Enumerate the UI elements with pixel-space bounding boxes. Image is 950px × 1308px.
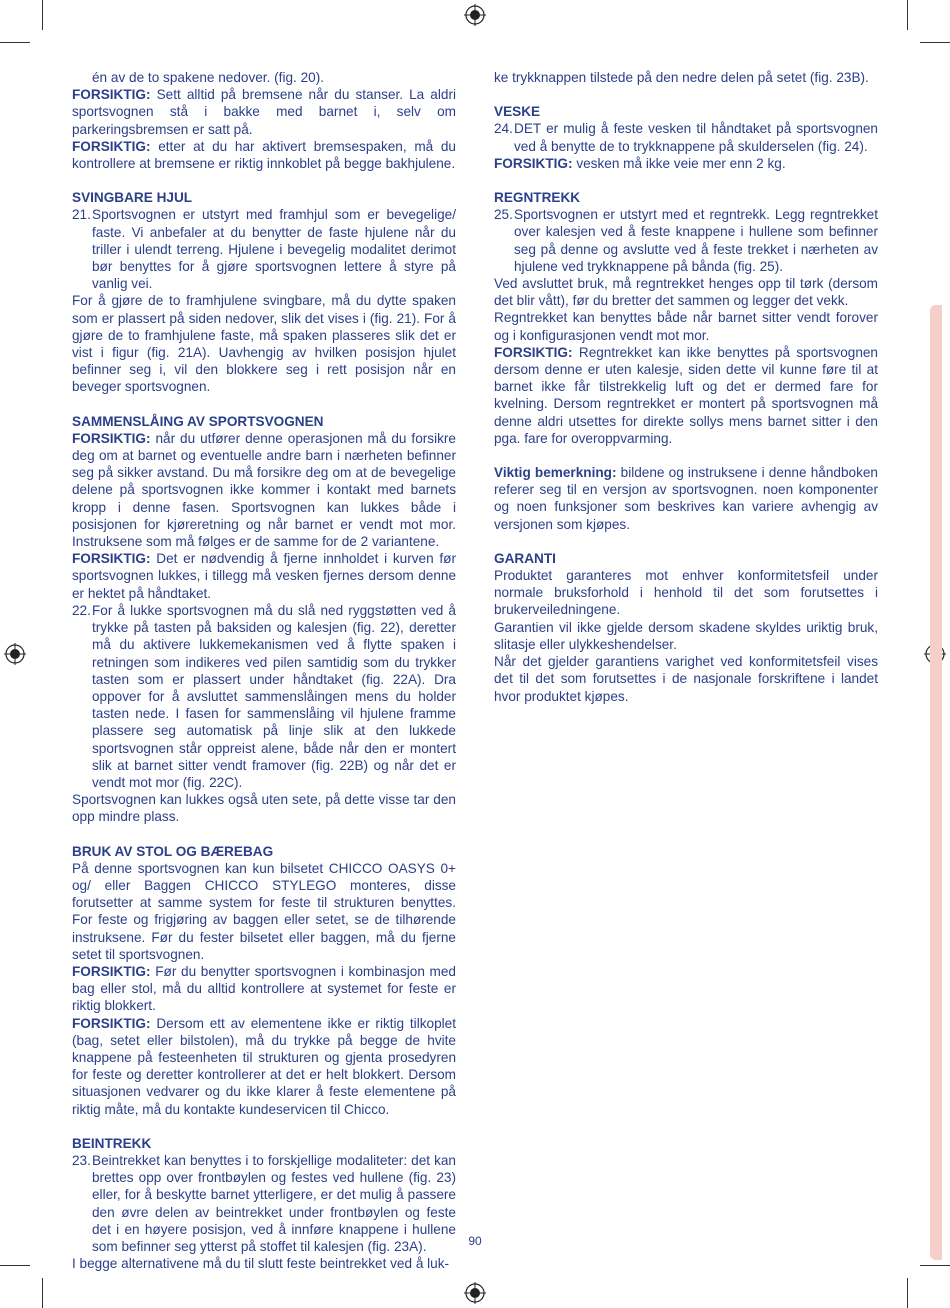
crop-mark-tl-h	[0, 42, 30, 43]
section-heading-garanti: GARANTI	[494, 550, 556, 566]
warning-paragraph	[72, 1015, 456, 1118]
page-number: 90	[468, 1234, 482, 1248]
list-item	[494, 120, 878, 154]
warning-label: FORSIKTIG:	[72, 551, 151, 567]
warning-label: FORSIKTIG:	[72, 963, 151, 979]
crop-mark-br-v	[907, 1278, 908, 1308]
list-text: For å lukke sportsvognen må du slå ned ryggstøtten ved å trykke på tasten på baksiden og kalesjen (fig. 22), deretter må du aktivere lukkemekanismen ved å flytte spaken i retningen som indikeres ved pilen samtidig som du trykker tasten som er plassert under håndtaket (fig. 22A). Dra oppover for å avsluttet sammenslåingen mens du holder tasten nede. I fasen for sammenslåing vil hjulene framme plassere seg automatisk på linje slik at den lukkede sportsvognen står oppreist alene, både når den er montert slik at barnet sitter vendt framover (fig. 22B) og når det er vendt mot mor (fig. 22C).	[92, 602, 456, 790]
section-heading-veske: VESKE	[494, 104, 541, 120]
list-item	[494, 206, 878, 275]
warning-paragraph	[494, 344, 878, 447]
section-heading-svingbare-hjul: SVINGBARE HJUL	[72, 190, 193, 206]
list-number: 23.	[72, 1152, 91, 1168]
left-column	[72, 69, 456, 1272]
paragraph: På denne sportsvognen kan kun bilsetet CHICCO OASYS 0+ og/ eller Baggen CHICCO STYLEGO monteres, disse forutsetter at samme system for feste til strukturen benyttes. For feste og frigjøring av baggen eller setet, se de tilhørende instruksene. Før du fester bilsetet eller baggen, må du fjerne setet til sportsvognen.	[72, 860, 456, 962]
side-tab-decoration	[930, 305, 942, 1260]
spacer	[494, 447, 878, 464]
warning-label: FORSIKTIG:	[72, 87, 151, 103]
warning-label: FORSIKTIG:	[72, 430, 151, 446]
section-heading-beintrekk: BEINTREKK	[72, 1135, 152, 1151]
crop-mark-bl-v	[42, 1278, 43, 1308]
list-number: 25.	[494, 207, 513, 223]
list-text: Sportsvognen er utstyrt med framhjul som er bevegelige/ faste. Vi anbefaler at du benytter de faste hjulene når du triller i ulendt terreng. Hjulene i bevegelig modalitet derimot bør benyttes for å gjøre sportsvognen lettere å styre på vanlig vei.	[92, 207, 456, 292]
crop-mark-tr-h	[920, 42, 950, 43]
list-text: Sportsvognen er utstyrt med et regntrekk. Legg regntrekket over kalesjen ved å feste knappene i hullene som befinner seg på denne og avslutte ved å feste trekket i nærheten av hjulene ved trykknappene på bånda (fig. 25).	[514, 207, 878, 274]
crop-mark-bl-h	[0, 1265, 30, 1266]
crop-mark-tr-v	[907, 0, 908, 30]
section-heading-sammenslaaing: SAMMENSLÅING AV SPORTSVOGNEN	[72, 413, 324, 429]
paragraph: For å gjøre de to framhjulene svingbare, må du dytte spaken som er plassert på siden nedover, slik det vises i (fig. 21). For å gjøre de to framhjulene faste, må spaken plasseres slik det er vist i figur (fig. 21A). Uavhengig av hvilken posisjon hjulet befinner seg i, vil den blokkere seg i rett posisjon når en beveger sportsvognen.	[72, 293, 456, 395]
warning-text: Før du benytter sportsvognen i kombinasjon med bag eller stol, må du alltid kontrollere at systemet for feste er riktig blokkert.	[72, 963, 456, 1014]
warning-paragraph	[72, 430, 456, 550]
registration-mark-bottom-icon	[464, 1282, 486, 1304]
warning-label: FORSIKTIG:	[494, 344, 573, 360]
warning-text: Sett alltid på bremsene når du stanser. La aldri sportsvognen stå i bakke med barnet i, selv om parkeringsbremsen er satt på.	[72, 87, 456, 137]
warning-paragraph	[72, 550, 456, 602]
list-number: 24.	[494, 121, 513, 137]
warning-paragraph	[72, 86, 456, 138]
list-text: Beintrekket kan benyttes i to forskjellige modaliteter: det kan brettes opp over frontbøylen og festes ved hullene (fig. 23) eller, for å beskytte barnet ytterligere, er det mulig å passere den øvre delen av beintrekket under frontbøylen og feste det i en høyere posisjon, ved å innføre knappene i hullene som befinner seg ytterst på stoffet til kalesjen (fig. 23A).	[92, 1152, 456, 1254]
right-column	[494, 69, 878, 705]
warning-label: FORSIKTIG:	[72, 138, 151, 154]
warning-paragraph	[494, 155, 878, 172]
list-number: 21.	[72, 207, 91, 223]
note-label: Viktig bemerkning:	[494, 465, 617, 481]
list-item	[72, 602, 456, 791]
paragraph: Regntrekket kan benyttes både når barnet sitter vendt forover og i konfigurasjonen vendt mot mor.	[494, 310, 878, 343]
registration-mark-top-icon	[464, 4, 486, 26]
paragraph: I begge alternativene må du til slutt feste beintrekket ved å luk-	[72, 1256, 450, 1272]
warning-text: vesken må ikke veie mer enn 2 kg.	[572, 155, 786, 171]
paragraph: Sportsvognen kan lukkes også uten sete, på dette visse tar den opp mindre plass.	[72, 792, 456, 825]
list-number: 22.	[72, 602, 91, 618]
list-item	[72, 206, 456, 292]
paragraph: Produktet garanteres mot enhver konformitetsfeil under normale bruksforhold i henhold til det som forutsettes i brukerveiledningene.	[494, 568, 878, 618]
warning-label: FORSIKTIG:	[494, 155, 573, 171]
section-heading-regntrekk: REGNTREKK	[494, 190, 581, 206]
registration-mark-left-icon	[4, 643, 26, 665]
crop-mark-tl-v	[42, 0, 43, 30]
warning-text: etter at du har aktivert bremsespaken, må du kontrollere at bremsene er riktig innkoblet på begge bakhjulene.	[72, 138, 456, 172]
warning-text: Dersom ett av elementene ikke er riktig tilkoplet (bag, setet eller bilstolen), må du trykke på begge de hvite knappene på festeenheten til strukturen og gjenta prosedyren for feste og deretter kontrollerer at det er helt blokkert. Dersom situasjonen vedvarer og du ikke klarer å feste elementene på riktig måte, må du kontakte kundeservicen til Chicco.	[72, 1015, 456, 1117]
warning-text: Regntrekket kan ikke benyttes på sportsvognen dersom denne er uten kalesje, siden dette vil kunne føre til at barnet ikke får tilstrekkelig luft og det er dermed fare for kvelning. Dersom regntrekket er montert på sportsvognen må denne aldri utsettes for direkte sollys mens barnet sitter i den pga. fare for overoppvarming.	[494, 344, 878, 446]
crop-mark-br-h	[920, 1265, 950, 1266]
section-heading-bruk-av-stol: BRUK AV STOL OG BÆREBAG	[72, 843, 274, 859]
paragraph: én av de to spakene nedover. (fig. 20).	[92, 70, 325, 85]
paragraph: Garantien vil ikke gjelde dersom skadene skyldes uriktig bruk, slitasje eller ulykkeshendelser.	[494, 619, 878, 652]
warning-label: FORSIKTIG:	[72, 1015, 151, 1031]
warning-paragraph	[72, 138, 456, 172]
note-text: bildene og instruksene i denne håndboken referer seg til en versjon av sportsvognen. noen komponenter og noen funksjoner som beskrives kan variere avhengig av versjonen som kjøpes.	[494, 465, 878, 532]
note-paragraph	[494, 464, 878, 533]
paragraph: ke trykknappen tilstede på den nedre delen på setet (fig. 23B).	[494, 70, 869, 85]
warning-paragraph	[72, 963, 456, 1015]
paragraph: Ved avsluttet bruk, må regntrekket henges opp til tørk (dersom det blir vått), før du bretter det sammen og legger det vekk.	[494, 276, 878, 309]
warning-text: når du utfører denne operasjonen må du forsikre deg om at barnet og eventuelle andre barn i nærheten befinner seg på sikker avstand. Du må forsikre deg om at de bevegelige delene på sportsvognen ikke kommer i kontakt med barnets kropp i denne fasen. Sportsvognen kan lukkes både i posisjonen for kjøreretning og når barnet er vendt mot mor. Instruksene som må følges er de samme for de 2 variantene.	[72, 430, 456, 550]
list-text: DET er mulig å feste vesken til håndtaket på sportsvognen ved å benytte de to trykknappene på skulderselen (fig. 24).	[514, 121, 878, 154]
warning-text: Det er nødvendig å fjerne innholdet i kurven før sportsvognen lukkes, i tillegg må vesken fjernes dersom denne er hektet på håndtaket.	[72, 551, 456, 601]
paragraph: Når det gjelder garantiens varighet ved konformitetsfeil vises det til det som forutsettes i de nasjonale forskriftene i landet hvor produktet kjøpes.	[494, 654, 878, 704]
